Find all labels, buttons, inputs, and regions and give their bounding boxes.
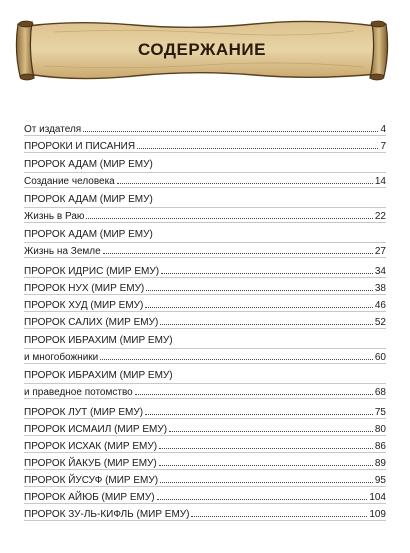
toc-page-number: 104 — [369, 492, 386, 503]
table-of-contents — [24, 121, 386, 521]
toc-entry — [24, 193, 386, 223]
page-title: СОДЕРЖАНИЕ — [138, 40, 266, 59]
toc-page-number: 7 — [380, 141, 386, 152]
toc-entry — [24, 121, 386, 136]
toc-entry-title: ПРОРОК ЙАКУБ (МИР ЕМУ) — [24, 458, 157, 469]
toc-page-number: 34 — [374, 266, 386, 277]
toc-entry-title: ПРОРОК АЙЮБ (МИР ЕМУ) — [24, 492, 155, 503]
dot-leader — [157, 489, 368, 500]
toc-page-number: 4 — [380, 124, 386, 135]
toc-entry-title: и многобожники — [24, 352, 99, 363]
toc-entry — [24, 438, 386, 453]
toc-entry-title: ПРОРОК АДАМ (МИР ЕМУ) — [24, 229, 153, 240]
dot-leader — [117, 173, 373, 184]
toc-entry-title: ПРОРОК ИБРАХИМ (МИР ЕМУ) — [24, 335, 173, 346]
toc-entry — [24, 228, 386, 258]
dot-leader — [83, 121, 378, 132]
toc-entry — [24, 263, 386, 278]
toc-entry-title: Создание человека — [24, 176, 115, 187]
dot-leader — [191, 506, 367, 517]
toc-entry-title: ПРОРОК АДАМ (МИР ЕМУ) — [24, 159, 153, 170]
toc-entry-title: ПРОРОК ИБРАХИМ (МИР ЕМУ) — [24, 370, 173, 381]
dot-leader — [103, 243, 373, 254]
dot-leader — [159, 455, 373, 466]
toc-page-number: 95 — [374, 475, 386, 486]
dot-leader — [137, 138, 378, 149]
toc-entry-title: ПРОРОК ИДРИС (МИР ЕМУ) — [24, 266, 160, 277]
toc-entry-title: ПРОРОК ЙУСУФ (МИР ЕМУ) — [24, 475, 159, 486]
toc-entry — [24, 421, 386, 436]
toc-page-number: 60 — [374, 352, 386, 363]
toc-entry-title: Жизнь на Земле — [24, 246, 101, 257]
toc-entry-title: Жизнь в Раю — [24, 211, 85, 222]
toc-entry — [24, 369, 386, 399]
toc-page-number: 46 — [374, 300, 386, 311]
dot-leader — [160, 472, 373, 483]
dot-leader — [169, 421, 373, 432]
toc-entry — [24, 404, 386, 419]
toc-entry-title: ПРОРОК НУХ (МИР ЕМУ) — [24, 283, 145, 294]
toc-page-number: 75 — [374, 407, 386, 418]
dot-leader — [145, 404, 373, 415]
toc-entry — [24, 455, 386, 470]
toc-page-number: 68 — [374, 387, 386, 398]
dot-leader — [146, 280, 373, 291]
toc-entry — [24, 158, 386, 188]
toc-page-number: 109 — [369, 509, 386, 520]
toc-page-number: 38 — [374, 283, 386, 294]
toc-entry — [24, 297, 386, 312]
title-banner — [14, 18, 390, 82]
dot-leader — [100, 349, 373, 360]
toc-entry-title: От издателя — [24, 124, 82, 135]
toc-entry-title: ПРОРОК АДАМ (МИР ЕМУ) — [24, 194, 153, 205]
toc-entry — [24, 506, 386, 521]
toc-entry — [24, 472, 386, 487]
dot-leader — [145, 297, 373, 308]
toc-entry — [24, 314, 386, 329]
toc-entry — [24, 334, 386, 364]
toc-page-number: 80 — [374, 424, 386, 435]
dot-leader — [135, 384, 373, 395]
toc-entry-title: ПРОРОКИ И ПИСАНИЯ — [24, 141, 136, 152]
toc-entry-title: и праведное потомство — [24, 387, 133, 398]
toc-entry-title: ПРОРОК ИСХАК (МИР ЕМУ) — [24, 441, 158, 452]
toc-entry — [24, 489, 386, 504]
toc-entry — [24, 280, 386, 295]
toc-entry — [24, 138, 386, 153]
dot-leader — [159, 438, 373, 449]
toc-page-number: 86 — [374, 441, 386, 452]
toc-entry-title: ПРОРОК САЛИХ (МИР ЕМУ) — [24, 317, 159, 328]
toc-page-number: 27 — [374, 246, 386, 257]
toc-entry-title: ПРОРОК ЛУТ (МИР ЕМУ) — [24, 407, 144, 418]
dot-leader — [160, 314, 373, 325]
toc-page-number: 22 — [374, 211, 386, 222]
toc-entry-title: ПРОРОК ЗУ-ЛЬ-КИФЛЬ (МИР ЕМУ) — [24, 509, 190, 520]
toc-page-number: 52 — [374, 317, 386, 328]
toc-entry-title: ПРОРОК ИСМАИЛ (МИР ЕМУ) — [24, 424, 168, 435]
toc-page-number: 89 — [374, 458, 386, 469]
toc-entry-title: ПРОРОК ХУД (МИР ЕМУ) — [24, 300, 144, 311]
dot-leader — [86, 208, 372, 219]
toc-page-number: 14 — [374, 176, 386, 187]
dot-leader — [161, 263, 373, 274]
